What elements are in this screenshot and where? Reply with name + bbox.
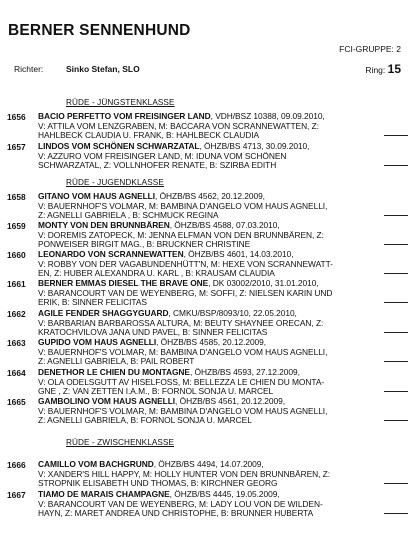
dog-name: GUPIDO VOM HAUS AGNELLI <box>38 337 157 347</box>
result-line <box>384 332 408 333</box>
registration: , ÖHZB/BS 4593, 27.12.2009, <box>189 367 300 377</box>
result-line <box>384 165 408 166</box>
pedigree-line: V: ROBBY VON DER VAGABUNDENHÜTT'N, M: HEXE VON SCRANNEWATT- <box>38 258 333 269</box>
pedigree-line: V: BAUERNHOF'S VOLMAR, M: BAMBINA D'ANGELO VOM HAUS AGNELLI, <box>38 200 328 211</box>
registration: , ÖHZB/BS 4494, 14.07.2009, <box>153 459 264 469</box>
class-heading: RÜDE - JÜNGSTENKLASSE <box>66 98 175 107</box>
entry-text <box>38 250 374 279</box>
registration: , ÖHZB/BS 4561, 20.12.2009, <box>175 396 285 406</box>
pedigree-line: SCHWARZATAL, Z: VOLLNHOFER RENATE, B: SZIRBA EDITH <box>38 160 277 171</box>
pedigree-line: V: BARBARIAN BARBAROSSA ALTURA, M: BEUTY SHAYNEE ORECAN, Z: <box>38 317 324 328</box>
pedigree-line: Z: AGNELLI GABRIELA, B: FORNOL SONJA U. MARCEL <box>38 415 252 426</box>
catalog-number: 1666 <box>7 460 26 470</box>
entry-text <box>38 192 374 221</box>
entry-text <box>38 309 374 338</box>
result-line <box>384 302 408 303</box>
pedigree-line: V: DOREMIS ZATOPECK, M: JENNA ELFMAN VON DEN BRUNNBÄREN, Z: <box>38 229 324 240</box>
result-line <box>384 135 408 136</box>
result-line <box>384 215 408 216</box>
dog-name: MONTY VON DEN BRUNNBÄREN <box>38 220 170 230</box>
entry-text <box>38 142 374 171</box>
catalog-number: 1665 <box>7 397 26 407</box>
result-line <box>384 273 408 274</box>
dog-name: LINDOS VOM SCHÖNEN SCHWARZATAL <box>38 141 200 151</box>
entry-text <box>38 490 374 519</box>
pedigree-line: PONWEISER BIRGIT MAG., B: BRUCKNER CHRISTINE <box>38 239 251 250</box>
result-line <box>384 244 408 245</box>
pedigree-line: KRATOCHVILOVA JANA UND PAVEL, B: SINNER FELICITAS <box>38 327 268 338</box>
pedigree-line: GNE , Z: VAN ZETTEN I.A.M., B: FORNOL SONJA U. MARCEL <box>38 386 274 397</box>
dog-name: TIAMO DE MARAIS CHAMPAGNE <box>38 489 170 499</box>
catalog-number: 1664 <box>7 368 26 378</box>
entry-text <box>38 397 374 426</box>
result-line <box>384 420 408 421</box>
registration: , ÖHZB/BS 4585, 20.12.2009, <box>156 337 267 347</box>
pedigree-line: Z: AGNELLI GABRIELA , B: SCHMUCK REGINA <box>38 210 219 221</box>
entry-text <box>38 338 374 367</box>
registration: , VDH/BSZ 10388, 09.09.2010, <box>210 111 325 121</box>
class-heading: RÜDE - ZWISCHENKLASSE <box>66 438 175 447</box>
catalog-number: 1663 <box>7 338 26 348</box>
dog-name: CAMILLO VOM BACHGRUND <box>38 459 154 469</box>
registration: , ÖHZB/BS 4445, 19.05.2009, <box>169 489 280 499</box>
breed-title: BERNER SENNENHUND <box>8 22 191 39</box>
result-line <box>384 483 408 484</box>
pedigree-line: STROPNIK ELISABETH UND THOMAS, B: KIRCHNER GEORG <box>38 478 278 489</box>
registration: , ÖHZB/BS 4713, 30.09.2010, <box>199 141 310 151</box>
catalog-number: 1667 <box>7 490 26 500</box>
judge-name: Sinko Stefan, SLO <box>66 64 140 74</box>
ring-info <box>365 62 401 76</box>
catalog-number: 1662 <box>7 309 26 319</box>
ring-label: Ring: <box>365 65 386 75</box>
entry-text <box>38 112 374 141</box>
pedigree-line: V: BARANCOURT VAN DE WEYENBERG, M: LADY LOU VON DE WILDEN- <box>38 498 323 509</box>
class-heading: RÜDE - JUGENDKLASSE <box>66 178 164 187</box>
catalog-number: 1656 <box>7 112 26 122</box>
entry-text <box>38 279 374 308</box>
pedigree-line: V: OLA ODELSGUTT AV HISELFOSS, M: BELLEZZA LE CHIEN DU MONTA- <box>38 376 325 387</box>
pedigree-line: HAHLBECK CLAUDIA U. FRANK, B: HAHLBECK CLAUDIA <box>38 130 260 141</box>
entry-text <box>38 368 374 397</box>
result-line <box>384 391 408 392</box>
catalog-number: 1660 <box>7 250 26 260</box>
judge-label: Richter: <box>14 64 44 74</box>
catalog-number: 1659 <box>7 221 26 231</box>
registration: , DK 03002/2010, 31.01.2010, <box>208 278 319 288</box>
dog-name: GITANO VOM HAUS AGNELLI <box>38 191 156 201</box>
result-line <box>384 361 408 362</box>
pedigree-line: EN, Z: HUBER ALEXANDRA U. KARL , B: KRAUSAM CLAUDIA <box>38 268 275 279</box>
pedigree-line: V: BAUERNHOF'S VOLMAR, M: BAMBINA D'ANGELO VOM HAUS AGNELLI, <box>38 346 328 357</box>
registration: , CMKU/BSP/8093/10, 22.05.2010, <box>168 308 297 318</box>
catalog-number: 1661 <box>7 279 26 289</box>
pedigree-line: Z: AGNELLI GABRIELA, B: PAIL ROBERT <box>38 356 195 367</box>
dog-name: LEONARDO VON SCRANNEWATTEN <box>38 249 184 259</box>
pedigree-line: V: BARANCOURT VAN DE WEYENBERG, M: SOFFI, Z: NIELSEN KARIN UND <box>38 287 333 298</box>
entry-text <box>38 221 374 250</box>
dog-name: GAMBOLINO VOM HAUS AGNELLI <box>38 396 176 406</box>
catalog-number: 1658 <box>7 192 26 202</box>
dog-name: BERNER EMMAS DIESEL THE BRAVE ONE <box>38 278 209 288</box>
pedigree-line: V: BAUERNHOF'S VOLMAR, M: BAMBINA D'ANGELO VOM HAUS AGNELLI, <box>38 405 328 416</box>
result-line <box>384 513 408 514</box>
dog-name: DENETHOR LE CHIEN DU MONTAGNE <box>38 367 190 377</box>
registration: , ÖHZB/BS 4601, 14.03.2010, <box>183 249 294 259</box>
dog-name: BACIO PERFETTO VOM FREISINGER LAND <box>38 111 211 121</box>
fci-group: FCI-GRUPPE: 2 <box>339 44 401 54</box>
pedigree-line: ERIK, B: SINNER FELICITAS <box>38 297 147 308</box>
pedigree-line: V: XANDER'S HILL HAPPY, M: HOLLY HUNTER VON DEN BRUNNBÄREN, Z: <box>38 468 330 479</box>
dog-name: AGILE FENDER SHAGGYGUARD <box>38 308 169 318</box>
registration: , ÖHZB/BS 4562, 20.12.2009, <box>155 191 265 201</box>
ring-number: 15 <box>387 62 401 76</box>
registration: , ÖHZB/BS 4588, 07.03.2010, <box>169 220 280 230</box>
catalog-number: 1657 <box>7 142 26 152</box>
pedigree-line: HAYN, Z: MARET ANDREA UND CHRISTOPHE, B: BRUNNER HUBERTA <box>38 508 314 519</box>
pedigree-line: V: ATTILA VOM LENZGRABEN, M: BACCARA VON SCRANNEWATTEN, Z: <box>38 120 319 131</box>
entry-text <box>38 460 374 489</box>
pedigree-line: V: AZZURO VOM FREISINGER LAND, M: IDUNA VOM SCHÖNEN <box>38 150 287 161</box>
